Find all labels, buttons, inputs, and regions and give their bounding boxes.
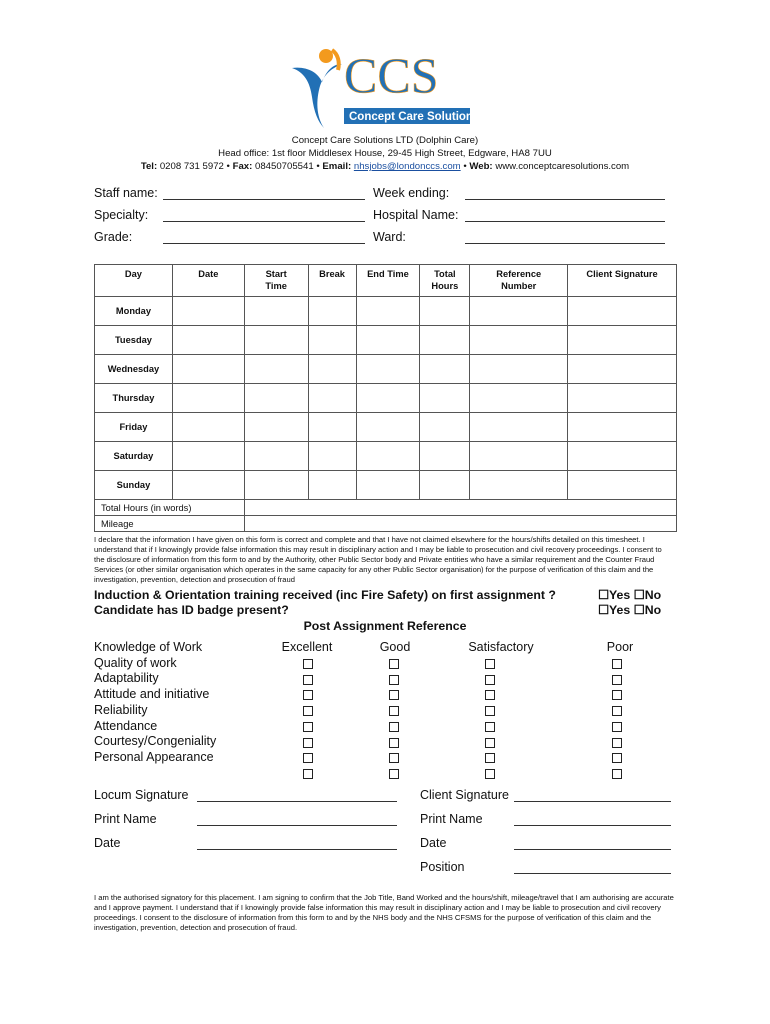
break-cell[interactable]	[308, 413, 356, 442]
position-field[interactable]	[514, 860, 671, 874]
rating-checkbox-good[interactable]	[389, 675, 399, 685]
rating-checkbox-good[interactable]	[389, 753, 399, 763]
address-line: Head office: 1st floor Middlesex House, 29-45 High Street, Edgware, HA8 7UU	[218, 148, 552, 159]
specialty-field[interactable]	[163, 208, 365, 222]
rating-checkbox-excellent[interactable]	[303, 675, 313, 685]
day-row	[95, 355, 677, 384]
total-hours-row	[95, 500, 677, 516]
client-date-field[interactable]	[514, 836, 671, 850]
client-signature-field[interactable]	[514, 788, 671, 802]
rating-checkbox-good[interactable]	[389, 722, 399, 732]
criterion-attitude: Attitude and initiative	[94, 687, 210, 702]
header-good: Good	[379, 640, 411, 654]
client-print-name-field[interactable]	[514, 812, 671, 826]
day-label: Tuesday	[95, 326, 173, 355]
id-badge-yes-label: Yes	[609, 603, 631, 617]
reference-number-cell[interactable]	[470, 297, 568, 326]
rating-checkbox-excellent[interactable]	[303, 722, 313, 732]
criterion-courtesy: Courtesy/Congeniality	[94, 734, 217, 749]
criterion-quality: Quality of work	[94, 655, 177, 670]
logo-tagline: Concept Care Solutions	[349, 111, 480, 123]
mileage-field[interactable]	[244, 516, 676, 532]
rating-checkbox-satisfactory[interactable]	[485, 769, 495, 779]
id-badge-yes-checkbox[interactable]: ☐	[598, 603, 610, 617]
footer-authorisation-text: I am the authorised signatory for this placement. I am signing to confirm that the Job Title, Band Worked and the hours/shift, mileage/travel that I am authorising are accurate and I approve payment. I understand that if I knowingly provide false information this may result in disciplinary action and I may be liable to prosecution and civil recovery proceedings. I consent to the disclosure of information from this form to and by the NHS body and the NHS CFSMS for the purpose of verification of this claim and the investigation, prevention, detection and prosecution of fraud.	[94, 893, 674, 932]
rating-checkbox-satisfactory[interactable]	[485, 753, 495, 763]
rating-checkbox-poor[interactable]	[612, 675, 622, 685]
date-cell[interactable]	[172, 326, 244, 355]
position-label: Position	[420, 860, 465, 874]
contact-line: Tel: 0208 731 5972 • Fax: 08450705541 • Email: nhsjobs@londonccs.com • Web: www.conceptcaresolutions.com	[140, 161, 630, 172]
col-end-time: End Time	[356, 265, 420, 297]
staff-name-label: Staff name:	[94, 186, 158, 200]
reference-number-cell[interactable]	[470, 413, 568, 442]
client-print-name-label: Print Name	[420, 812, 483, 826]
hospital-name-label: Hospital Name:	[373, 208, 459, 222]
criterion-knowledge: Knowledge of Work	[94, 640, 203, 654]
web-value[interactable]: www.conceptcaresolutions.com	[495, 161, 630, 172]
logo-ccs-text: CCS	[344, 47, 439, 103]
day-label: Sunday	[95, 471, 173, 500]
start-time-cell[interactable]	[244, 442, 308, 471]
tel-label: Tel:	[140, 161, 158, 172]
start-time-cell[interactable]	[244, 326, 308, 355]
day-label: Monday	[95, 297, 173, 326]
reference-number-cell[interactable]	[470, 471, 568, 500]
criteria-list	[94, 640, 216, 766]
hospital-name-field[interactable]	[465, 208, 665, 222]
rating-checkbox-poor[interactable]	[612, 738, 622, 748]
start-time-cell[interactable]	[244, 471, 308, 500]
company-line: Concept Care Solutions LTD (Dolphin Care)	[291, 135, 479, 146]
total-hours-cell[interactable]	[420, 326, 470, 355]
day-label: Saturday	[95, 442, 173, 471]
fax-label: Fax:	[232, 161, 253, 172]
end-time-cell[interactable]	[356, 413, 420, 442]
locum-print-name-label: Print Name	[94, 812, 157, 826]
end-time-cell[interactable]	[356, 326, 420, 355]
rating-checkbox-poor[interactable]	[612, 659, 622, 669]
rating-checkbox-excellent[interactable]	[303, 769, 313, 779]
day-row	[95, 297, 677, 326]
induction-no-label: No	[644, 588, 662, 602]
tel-value: 0208 731 5972	[159, 161, 224, 172]
reference-number-cell[interactable]	[470, 442, 568, 471]
criterion-reliability: Reliability	[94, 702, 148, 717]
col-reference-number: Reference Number	[470, 265, 568, 297]
mileage-label: Mileage	[95, 516, 245, 532]
week-ending-field[interactable]	[465, 186, 665, 200]
start-time-cell[interactable]	[244, 355, 308, 384]
client-date-label: Date	[420, 836, 447, 850]
col-start-time: Start Time	[244, 265, 308, 297]
rating-checkbox-excellent[interactable]	[303, 738, 313, 748]
locum-date-label: Date	[94, 836, 121, 850]
rating-checkbox-satisfactory[interactable]	[485, 722, 495, 732]
rating-checkbox-excellent[interactable]	[303, 753, 313, 763]
id-badge-no-label: No	[644, 603, 662, 617]
total-hours-words-label: Total Hours (in words)	[95, 500, 245, 516]
induction-question: Induction & Orientation training received (inc Fire Safety) on first assignment ?	[94, 588, 556, 602]
reference-number-cell[interactable]	[470, 384, 568, 413]
date-cell[interactable]	[172, 413, 244, 442]
id-badge-no-checkbox[interactable]: ☐	[633, 603, 645, 617]
email-link[interactable]: nhsjobs@londonccs.com	[353, 161, 461, 172]
client-signature-cell[interactable]	[568, 326, 677, 355]
header-excellent: Excellent	[281, 640, 333, 654]
fax-value: 08450705541	[254, 161, 314, 172]
id-badge-question: Candidate has ID badge present?	[94, 603, 289, 617]
rating-checkbox-satisfactory[interactable]	[485, 706, 495, 716]
locum-signature-label: Locum Signature	[94, 788, 189, 802]
day-row	[95, 442, 677, 471]
rating-checkbox-excellent[interactable]	[303, 706, 313, 716]
day-row	[95, 384, 677, 413]
rating-checkbox-good[interactable]	[389, 690, 399, 700]
col-day: Day	[95, 265, 173, 297]
rating-checkbox-satisfactory[interactable]	[485, 738, 495, 748]
day-row	[95, 471, 677, 500]
specialty-label: Specialty:	[94, 208, 149, 222]
timesheet-header-row	[95, 265, 677, 297]
total-hours-cell[interactable]	[420, 413, 470, 442]
break-cell[interactable]	[308, 355, 356, 384]
break-cell[interactable]	[308, 471, 356, 500]
header-poor: Poor	[606, 640, 634, 654]
rating-checkbox-poor[interactable]	[612, 769, 622, 779]
induction-yes-checkbox[interactable]: ☐	[598, 588, 610, 602]
day-label: Wednesday	[95, 355, 173, 384]
client-signature-label: Client Signature	[420, 788, 509, 802]
ward-label: Ward:	[373, 230, 406, 244]
rating-checkbox-satisfactory[interactable]	[485, 690, 495, 700]
locum-signature-field[interactable]	[197, 788, 397, 802]
company-logo	[286, 42, 486, 132]
end-time-cell[interactable]	[356, 442, 420, 471]
rating-checkbox-good[interactable]	[389, 659, 399, 669]
reference-number-cell[interactable]	[470, 326, 568, 355]
rating-checkbox-poor[interactable]	[612, 722, 622, 732]
date-cell[interactable]	[172, 297, 244, 326]
date-cell[interactable]	[172, 384, 244, 413]
rating-checkbox-satisfactory[interactable]	[485, 659, 495, 669]
locum-date-field[interactable]	[197, 836, 397, 850]
criterion-attendance: Attendance	[94, 718, 158, 733]
col-client-signature: Client Signature	[568, 265, 677, 297]
staff-name-field[interactable]	[163, 186, 365, 200]
break-cell[interactable]	[308, 297, 356, 326]
header-satisfactory: Satisfactory	[468, 640, 534, 654]
col-total-hours: Total Hours	[420, 265, 470, 297]
total-hours-words-field[interactable]	[244, 500, 676, 516]
col-break: Break	[308, 265, 356, 297]
date-cell[interactable]	[172, 442, 244, 471]
total-hours-cell[interactable]	[420, 297, 470, 326]
post-assignment-title: Post Assignment Reference	[303, 619, 467, 633]
induction-answers	[598, 588, 661, 602]
rating-checkbox-excellent[interactable]	[303, 659, 313, 669]
day-label: Thursday	[95, 384, 173, 413]
grade-field[interactable]	[163, 230, 365, 244]
start-time-cell[interactable]	[244, 297, 308, 326]
client-signature-cell[interactable]	[568, 471, 677, 500]
criterion-adaptability: Adaptability	[94, 671, 159, 686]
criterion-appearance: Personal Appearance	[94, 749, 214, 764]
day-row	[95, 326, 677, 355]
locum-print-name-field[interactable]	[197, 812, 397, 826]
rating-checkbox-excellent[interactable]	[303, 690, 313, 700]
ward-field[interactable]	[465, 230, 665, 244]
start-time-cell[interactable]	[244, 384, 308, 413]
end-time-cell[interactable]	[356, 297, 420, 326]
week-ending-label: Week ending:	[373, 186, 450, 200]
induction-yes-label: Yes	[609, 588, 631, 602]
rating-checkbox-good[interactable]	[389, 738, 399, 748]
date-cell[interactable]	[172, 471, 244, 500]
declaration-text: I declare that the information I have given on this form is correct and complete and that I have not claimed elsewhere for the hours/shifts detailed on this timesheet. I understand that if I knowingly provide false information this may result in disciplinary action and I may be liable to prosecution and civil recovery proceedings. I consent to the disclosure of information from this form to and by the Authority, other Public Sector body and Private entities who have a similar requirement and the Counter Fraud Services (or other similar organisation which operates in the same capacity for any other Public Sector organisation) for the purpose of verification of this claim and the investigation, prevention, detection and prosecution of fraud	[94, 535, 662, 584]
rating-checkbox-good[interactable]	[389, 769, 399, 779]
client-signature-cell[interactable]	[568, 355, 677, 384]
start-time-cell[interactable]	[244, 413, 308, 442]
end-time-cell[interactable]	[356, 471, 420, 500]
rating-checkbox-good[interactable]	[389, 706, 399, 716]
col-date: Date	[172, 265, 244, 297]
client-signature-cell[interactable]	[568, 297, 677, 326]
logo-graphic	[286, 42, 486, 132]
email-label: Email:	[322, 161, 352, 172]
rating-checkbox-poor[interactable]	[612, 753, 622, 763]
mileage-row	[95, 516, 677, 532]
timesheet-table	[94, 264, 677, 532]
break-cell[interactable]	[308, 326, 356, 355]
day-label: Friday	[95, 413, 173, 442]
id-badge-answers	[598, 603, 661, 617]
client-signature-cell[interactable]	[568, 442, 677, 471]
break-cell[interactable]	[308, 384, 356, 413]
rating-checkbox-satisfactory[interactable]	[485, 675, 495, 685]
total-hours-cell[interactable]	[420, 355, 470, 384]
rating-checkbox-poor[interactable]	[612, 690, 622, 700]
day-row	[95, 413, 677, 442]
client-signature-cell[interactable]	[568, 413, 677, 442]
total-hours-cell[interactable]	[420, 471, 470, 500]
total-hours-cell[interactable]	[420, 384, 470, 413]
web-label: Web:	[469, 161, 493, 172]
rating-checkbox-poor[interactable]	[612, 706, 622, 716]
end-time-cell[interactable]	[356, 355, 420, 384]
reference-number-cell[interactable]	[470, 355, 568, 384]
induction-no-checkbox[interactable]: ☐	[633, 588, 645, 602]
client-signature-cell[interactable]	[568, 384, 677, 413]
break-cell[interactable]	[308, 442, 356, 471]
total-hours-cell[interactable]	[420, 442, 470, 471]
grade-label: Grade:	[94, 230, 133, 244]
end-time-cell[interactable]	[356, 384, 420, 413]
date-cell[interactable]	[172, 355, 244, 384]
